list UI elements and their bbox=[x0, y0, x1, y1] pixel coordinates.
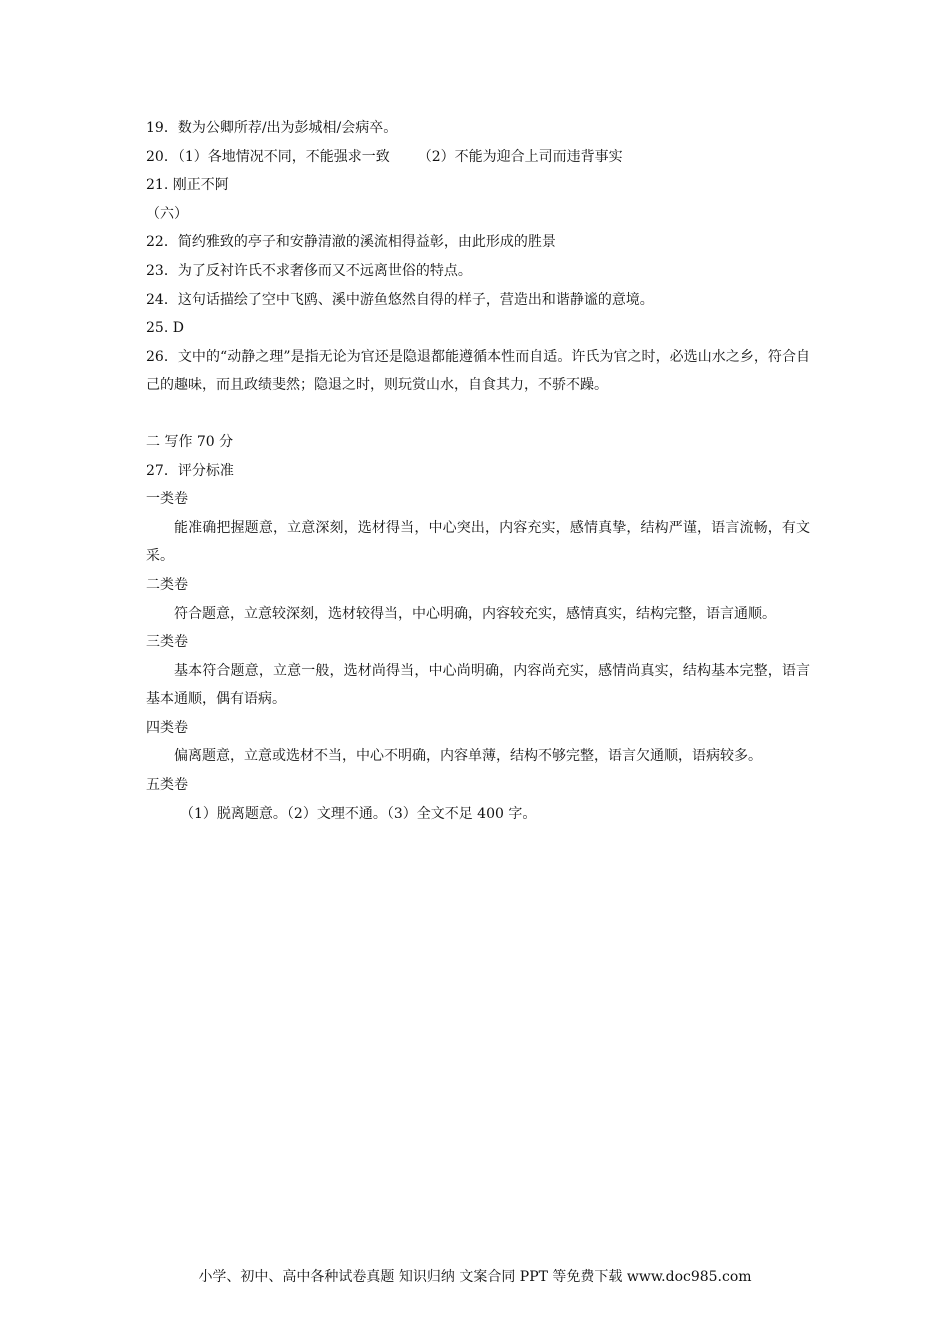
answer-25: 25. D bbox=[146, 320, 184, 337]
answer-23: 23．为了反衬许氏不求奢侈而又不远离世俗的特点。 bbox=[146, 262, 472, 279]
answer-22: 22．简约雅致的亭子和安静清澈的溪流相得益彰，由此形成的胜景 bbox=[146, 234, 556, 251]
question-27-label: 27．评分标准 bbox=[146, 462, 234, 479]
answer-24: 24．这句话描绘了空中飞鸥、溪中游鱼悠然自得的样子，营造出和谐静谧的意境。 bbox=[146, 291, 654, 308]
answer-21: 21. 刚正不阿 bbox=[146, 177, 229, 194]
answer-20-part-2: （2）不能为迎合上司而违背事实 bbox=[417, 148, 623, 165]
writing-heading: 二 写作 70 分 bbox=[146, 433, 234, 450]
level-3-title: 三类卷 bbox=[146, 634, 188, 651]
level-4-description: 偏离题意，立意或选材不当，中心不明确，内容单薄，结构不够完整，语言欠通顺，语病较多。 bbox=[174, 748, 762, 765]
answer-20 bbox=[146, 143, 810, 172]
level-2-title: 二类卷 bbox=[146, 576, 188, 593]
level-3-description: 基本符合题意，立意一般，选材尚得当，中心尚明确，内容尚充实，感情尚真实，结构基本完整，语言基本通顺，偶有语病。 bbox=[146, 662, 810, 708]
answer-26: 26．文中的“动静之理”是指无论为官还是隐退都能遵循本性而自适。许氏为官之时，必选山水之乡，符合自己的趣味，而且政绩斐然；隐退之时，则玩赏山水，自食其力，不骄不躁。 bbox=[146, 348, 810, 394]
document-body bbox=[146, 114, 810, 828]
level-5-description: （1）脱离题意。（2）文理不通。（3）全文不足 400 字。 bbox=[180, 805, 537, 822]
level-1-description: 能准确把握题意，立意深刻，选材得当，中心突出，内容充实，感情真挚，结构严谨，语言流畅，有文采。 bbox=[146, 519, 810, 565]
spacer bbox=[146, 400, 810, 428]
page-footer: 小学、初中、高中各种试卷真题 知识归纳 文案合同 PPT 等免费下载 www.doc985.com bbox=[198, 1269, 752, 1285]
level-1-title: 一类卷 bbox=[146, 491, 188, 508]
level-5-title: 五类卷 bbox=[146, 777, 188, 794]
section-6-heading: （六） bbox=[146, 205, 188, 222]
level-2-description: 符合题意，立意较深刻，选材较得当，中心明确，内容较充实，感情真实，结构完整，语言通顺。 bbox=[174, 605, 776, 622]
answer-19: 19．数为公卿所荐/出为彭城相/会病卒。 bbox=[146, 120, 398, 136]
level-4-title: 四类卷 bbox=[146, 719, 188, 736]
answer-20-part-1: 20．（1）各地情况不同，不能强求一致 bbox=[146, 148, 390, 165]
